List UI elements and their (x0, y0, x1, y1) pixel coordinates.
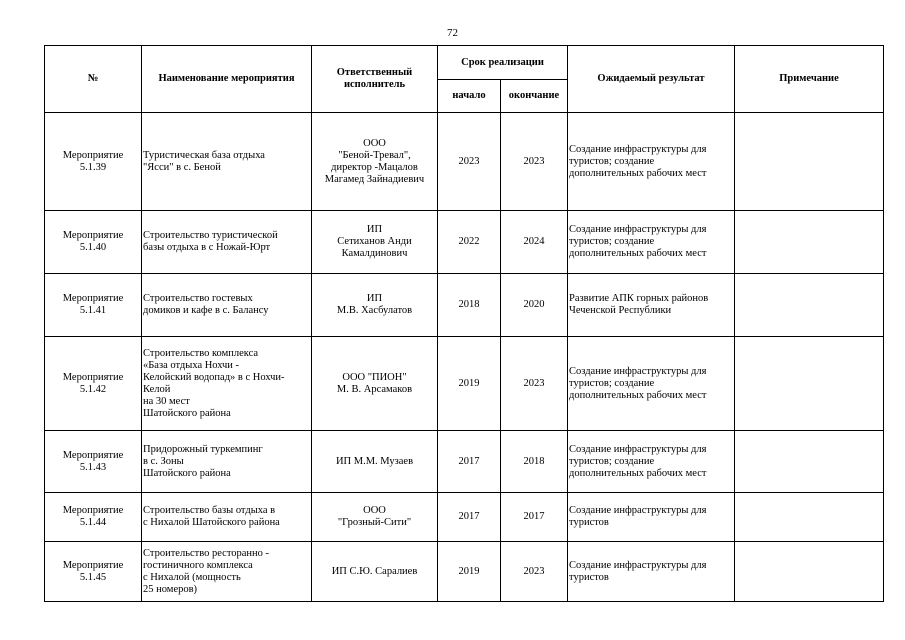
start-year-cell: 2018 (438, 274, 501, 337)
expected-result-cell-line: туристов (569, 517, 609, 528)
expected-result-cell-line: туристов; создание (569, 377, 655, 389)
expected-result-cell (568, 337, 735, 431)
table-body (45, 113, 884, 602)
activity-number-cell (45, 274, 142, 337)
executor-cell (312, 542, 438, 602)
expected-result-cell-line: дополнительных рабочих мест (569, 167, 707, 179)
expected-result-cell (568, 274, 735, 337)
activity-number-cell-line: 5.1.43 (79, 461, 107, 473)
start-year-cell: 2019 (438, 542, 501, 602)
header-note: Примечание (735, 46, 884, 113)
executor-cell (312, 493, 438, 542)
activity-number-cell-line: 5.1.45 (79, 571, 107, 583)
activity-number-cell (45, 431, 142, 493)
expected-result-cell (568, 542, 735, 602)
expected-result-cell-line: Чеченской Республики (569, 305, 672, 316)
executor-cell-line: "Грозный-Сити" (337, 517, 412, 528)
activity-name-cell-line: Строительство комплекса (143, 347, 259, 359)
activity-name-cell-line: Туристическая база отдыха (143, 149, 265, 161)
header-executor: Ответственный исполнитель (312, 46, 438, 113)
activity-name-cell-line: Строительство ресторанно - (143, 547, 270, 559)
end-year-cell: 2024 (501, 211, 568, 274)
activity-number-cell (45, 113, 142, 211)
activities-table (44, 45, 884, 602)
header-number: № (45, 46, 142, 113)
expected-result-cell-line: Создание инфраструктуры для (569, 143, 707, 155)
header-activity-name: Наименование мероприятия (142, 46, 312, 113)
executor-cell (312, 113, 438, 211)
activity-number-cell-line: 5.1.41 (79, 305, 107, 316)
activity-name-cell (142, 542, 312, 602)
note-cell (735, 274, 884, 337)
executor-cell-line: ИП (366, 224, 383, 235)
table-row (45, 274, 884, 337)
expected-result-cell-line: Создание инфраструктуры для (569, 365, 707, 377)
expected-result-cell-line: туристов; создание (569, 455, 655, 467)
start-year-cell: 2022 (438, 211, 501, 274)
expected-result-cell-line: туристов; создание (569, 155, 655, 167)
executor-cell-line: "Беной-Тревал", (338, 149, 411, 161)
activity-name-cell-line: Придорожный туркемпинг (143, 443, 263, 455)
activity-name-cell-line: Шатойского района (143, 407, 231, 419)
header-end: окончание (501, 80, 568, 113)
activity-name-cell-line: Шатойского района (143, 467, 231, 479)
table-row (45, 431, 884, 493)
activity-name-cell-line: гостиничного комплекса (143, 559, 253, 571)
activity-name-cell (142, 211, 312, 274)
table-row (45, 113, 884, 211)
executor-cell-line: ИП С.Ю. Саралиев (331, 565, 418, 577)
activity-name-cell-line: в с. Зоны (143, 455, 184, 467)
note-cell (735, 431, 884, 493)
executor-cell-line: М. В. Арсамаков (336, 383, 413, 395)
expected-result-cell-line: Создание инфраструктуры для (569, 559, 707, 571)
activity-name-cell (142, 274, 312, 337)
expected-result-cell-line: Развитие АПК горных районов (569, 293, 709, 304)
activity-name-cell-line: Строительство базы отдыха в (143, 505, 276, 516)
expected-result-cell (568, 113, 735, 211)
executor-cell-line: М.В. Хасбулатов (336, 305, 413, 316)
activity-name-cell-line: Строительство туристической (143, 230, 278, 241)
expected-result-cell-line: туристов; создание (569, 236, 655, 247)
header-period: Срок реализации (438, 46, 568, 80)
expected-result-cell (568, 211, 735, 274)
end-year-cell: 2020 (501, 274, 568, 337)
page-number: 72 (447, 27, 458, 39)
executor-cell-line: ООО (363, 505, 386, 516)
note-cell (735, 542, 884, 602)
table-row (45, 211, 884, 274)
activity-number-cell-line: 5.1.42 (79, 383, 107, 395)
expected-result-cell-line: Создание инфраструктуры для (569, 443, 707, 455)
activity-name-cell-line: 25 номеров) (143, 583, 198, 595)
executor-cell-line: Сетиханов Анди (337, 236, 412, 247)
activity-name-cell-line: "Ясси" в с. Беной (143, 161, 221, 173)
activity-name-cell-line: с Нихалой (мощность (143, 571, 241, 583)
expected-result-cell (568, 431, 735, 493)
executor-cell (312, 274, 438, 337)
activity-number-cell-line: Мероприятие (62, 449, 124, 461)
activity-number-cell-line: Мероприятие (62, 559, 124, 571)
executor-cell-line: ИП М.М. Музаев (335, 455, 414, 467)
activity-number-cell (45, 493, 142, 542)
start-year-cell: 2023 (438, 113, 501, 211)
header-expected-result: Ожидаемый результат (568, 46, 735, 113)
activity-name-cell-line: Келойский водопад» в с Нохчи- (143, 371, 285, 383)
end-year-cell: 2017 (501, 493, 568, 542)
activity-name-cell-line: с Нихалой Шатойского района (143, 517, 280, 528)
activity-name-cell-line: базы отдыха в с Ножай-Юрт (143, 242, 271, 253)
executor-cell-line: ООО (363, 137, 386, 149)
activity-number-cell-line: Мероприятие (62, 293, 124, 304)
activity-number-cell-line: 5.1.44 (79, 517, 107, 528)
executor-cell-line: ООО "ПИОН" (342, 371, 407, 383)
activity-number-cell (45, 211, 142, 274)
table-row (45, 337, 884, 431)
expected-result-cell-line: дополнительных рабочих мест (569, 248, 707, 259)
expected-result-cell-line: туристов (569, 571, 609, 583)
activity-name-cell-line: «База отдыха Нохчи - (143, 359, 240, 371)
activity-number-cell-line: Мероприятие (62, 371, 124, 383)
expected-result-cell (568, 493, 735, 542)
table-row (45, 493, 884, 542)
activity-name-cell-line: Келой (143, 383, 171, 395)
activity-number-cell (45, 542, 142, 602)
executor-cell (312, 337, 438, 431)
activity-number-cell (45, 337, 142, 431)
end-year-cell: 2018 (501, 431, 568, 493)
note-cell (735, 113, 884, 211)
start-year-cell: 2017 (438, 431, 501, 493)
executor-cell-line: Магамед Зайнадиевич (324, 173, 425, 185)
header-start: начало (438, 80, 501, 113)
activity-name-cell-line: домиков и кафе в с. Балансу (143, 305, 269, 316)
activity-name-cell-line: Строительство гостевых (143, 293, 253, 304)
activity-number-cell-line: 5.1.40 (79, 242, 107, 253)
end-year-cell: 2023 (501, 542, 568, 602)
activity-name-cell (142, 113, 312, 211)
end-year-cell: 2023 (501, 113, 568, 211)
activity-name-cell (142, 493, 312, 542)
expected-result-cell-line: дополнительных рабочих мест (569, 467, 707, 479)
activity-number-cell-line: Мероприятие (62, 230, 124, 241)
end-year-cell: 2023 (501, 337, 568, 431)
activity-name-cell (142, 431, 312, 493)
activity-name-cell (142, 337, 312, 431)
expected-result-cell-line: дополнительных рабочих мест (569, 389, 707, 401)
executor-cell-line: ИП (366, 293, 383, 304)
executor-cell-line: Камалдинович (341, 248, 408, 259)
note-cell (735, 211, 884, 274)
expected-result-cell-line: Создание инфраструктуры для (569, 505, 707, 516)
executor-cell (312, 431, 438, 493)
expected-result-cell-line: Создание инфраструктуры для (569, 224, 707, 235)
activity-number-cell-line: Мероприятие (62, 505, 124, 516)
activity-number-cell-line: Мероприятие (62, 149, 124, 161)
start-year-cell: 2017 (438, 493, 501, 542)
activity-name-cell-line: на 30 мест (143, 395, 190, 407)
note-cell (735, 337, 884, 431)
executor-cell (312, 211, 438, 274)
note-cell (735, 493, 884, 542)
table-row (45, 542, 884, 602)
executor-cell-line: директор -Мацалов (331, 161, 418, 173)
activity-number-cell-line: 5.1.39 (79, 161, 107, 173)
start-year-cell: 2019 (438, 337, 501, 431)
